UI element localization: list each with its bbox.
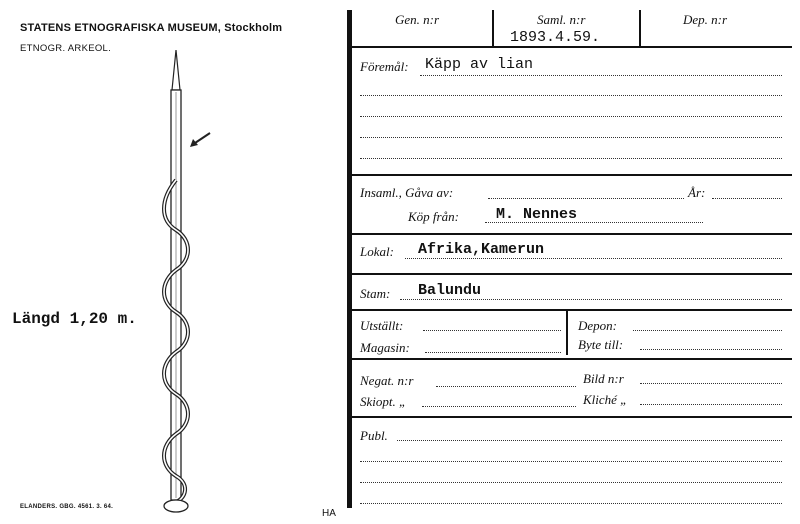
dep-number-label: Dep. n:r: [683, 12, 728, 27]
dotted-line: [633, 330, 782, 331]
dotted-line: [397, 440, 782, 441]
column-divider: [492, 10, 494, 46]
dotted-line: [488, 198, 684, 199]
dotted-line: [485, 222, 703, 223]
exchange-label: Byte till:: [578, 337, 624, 352]
column-divider: [639, 10, 641, 46]
slide-label: Skiopt. „: [360, 394, 407, 409]
saml-number-label: Saml. n:r: [537, 12, 586, 27]
locality-value: Afrika,Kamerun: [418, 241, 545, 258]
section-rule: [352, 273, 792, 275]
gen-number-label: Gen. n:r: [395, 12, 440, 27]
dotted-line: [712, 198, 782, 199]
dotted-line: [360, 137, 782, 138]
museum-name: STATENS ETNOGRAFISKA MUSEUM, Stockholm: [20, 22, 283, 34]
object-value: Käpp av lian: [425, 56, 534, 73]
dotted-line: [360, 482, 782, 483]
publication-label: Publ.: [360, 428, 388, 443]
picture-number-label: Bild n:r: [583, 371, 624, 386]
dotted-line: [422, 406, 576, 407]
length-label: Längd 1,20 m.: [12, 310, 137, 328]
dotted-line: [360, 461, 782, 462]
section-rule: [352, 174, 792, 176]
year-label: År:: [688, 185, 706, 200]
section-rule: [352, 233, 792, 235]
dotted-line: [640, 383, 782, 384]
dotted-line: [423, 330, 561, 331]
object-label: Föremål:: [360, 59, 409, 74]
card-left-border: [347, 10, 352, 508]
dotted-line: [400, 299, 782, 300]
dotted-line: [425, 352, 561, 353]
dotted-line: [420, 75, 782, 76]
dotted-line: [360, 95, 782, 96]
dotted-line: [405, 258, 782, 259]
dotted-line: [640, 404, 782, 405]
column-divider: [566, 311, 568, 355]
saml-number-value: 1893.4.59.: [510, 29, 601, 46]
cliche-label: Kliché „: [583, 392, 628, 407]
tribe-label: Stam:: [360, 286, 391, 301]
deposited-label: Depon:: [578, 318, 617, 333]
negative-number-label: Negat. n:r: [360, 373, 414, 388]
tribe-value: Balundu: [418, 282, 482, 299]
section-rule: [352, 416, 792, 418]
collected-label: Insaml., Gåva av:: [360, 185, 454, 200]
storage-label: Magasin:: [360, 340, 410, 355]
department-label: ETNOGR. ARKEOL.: [20, 43, 112, 54]
purchased-from-value: M. Nennes: [496, 206, 578, 223]
section-rule: [352, 46, 792, 48]
arrow-icon: [188, 130, 212, 150]
dotted-line: [360, 116, 782, 117]
section-rule: [352, 309, 792, 311]
dotted-line: [360, 503, 782, 504]
purchased-from-label: Köp från:: [408, 209, 459, 224]
exhibited-label: Utställt:: [360, 318, 404, 333]
dotted-line: [360, 158, 782, 159]
dotted-line: [640, 349, 782, 350]
locality-label: Lokal:: [360, 244, 394, 259]
cane-drawing: [150, 50, 210, 520]
printer-imprint: ELANDERS. GBG. 4561. 3. 64.: [20, 504, 114, 510]
section-rule: [352, 358, 792, 360]
dotted-line: [436, 386, 576, 387]
handwritten-mark: HA: [322, 508, 336, 519]
